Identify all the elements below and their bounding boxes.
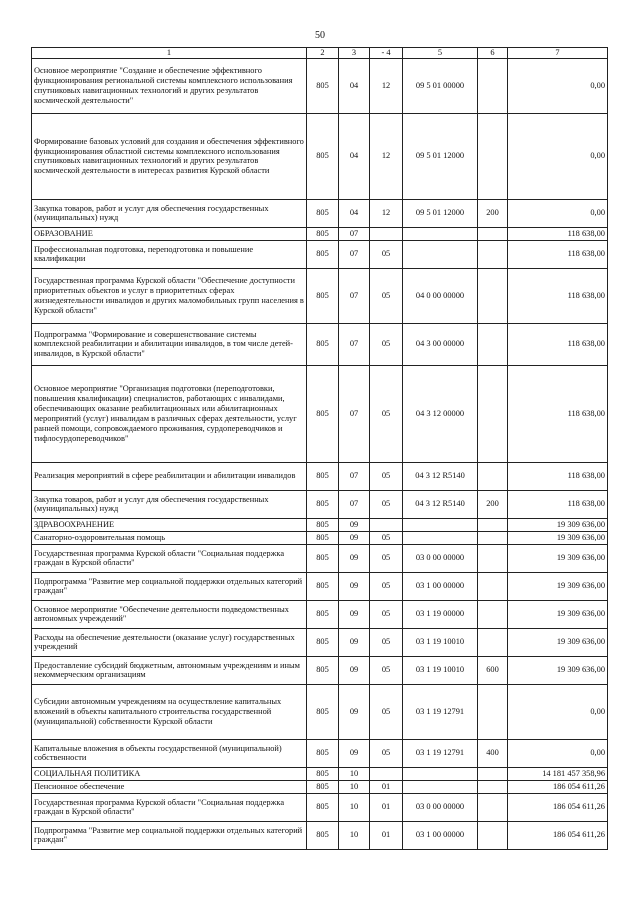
table-row xyxy=(32,462,608,490)
cell-name: Основное мероприятие "Обеспечение деятельности подведомственных автономных учреждений" xyxy=(32,600,307,628)
cell-name: Закупка товаров, работ и услуг для обеспечения государственных (муниципальных) нужд xyxy=(32,199,307,227)
cell-section: 09 xyxy=(339,600,370,628)
table-row xyxy=(32,544,608,572)
cell-subsection: 05 xyxy=(370,490,403,518)
cell-target-article: 09 5 01 12000 xyxy=(403,199,478,227)
cell-grbs: 805 xyxy=(307,490,339,518)
cell-subsection: 05 xyxy=(370,600,403,628)
cell-subsection xyxy=(370,227,403,240)
cell-expense-type xyxy=(478,323,508,365)
cell-name: Формирование базовых условий для создания и обеспечения эффективного функционирования областной системы комплексного использования спутниковых навигационных технологий и других результатов космической деятельности в интересах развития Курской области xyxy=(32,113,307,199)
cell-name: Субсидии автономным учреждениям на осуществление капитальных вложений в объекты капитального строительства государственной (муниципальной) собственности Курской области xyxy=(32,684,307,739)
budget-table xyxy=(31,47,608,850)
cell-subsection: 01 xyxy=(370,793,403,821)
cell-section: 07 xyxy=(339,240,370,268)
cell-name: Капитальные вложения в объекты государственной (муниципальной) собственности xyxy=(32,739,307,767)
cell-name: Реализация мероприятий в сфере реабилитации и абилитации инвалидов xyxy=(32,462,307,490)
cell-target-article: 03 0 00 00000 xyxy=(403,793,478,821)
cell-name: Закупка товаров, работ и услуг для обеспечения государственных (муниципальных) нужд xyxy=(32,490,307,518)
cell-target-article: 04 3 12 R5140 xyxy=(403,490,478,518)
cell-grbs: 805 xyxy=(307,227,339,240)
cell-grbs: 805 xyxy=(307,518,339,531)
cell-section: 09 xyxy=(339,628,370,656)
cell-section: 07 xyxy=(339,365,370,462)
cell-subsection: 05 xyxy=(370,628,403,656)
table-row xyxy=(32,58,608,113)
cell-target-article xyxy=(403,227,478,240)
cell-section: 07 xyxy=(339,323,370,365)
header-cell-target-article: 5 xyxy=(403,48,478,59)
cell-expense-type: 200 xyxy=(478,199,508,227)
cell-name: Подпрограмма "Формирование и совершенствование системы комплексной реабилитации и абилитации инвалидов, в том числе детей-инвалидов, в Курской области" xyxy=(32,323,307,365)
cell-expense-type xyxy=(478,684,508,739)
cell-grbs: 805 xyxy=(307,767,339,780)
table-row xyxy=(32,739,608,767)
cell-amount: 118 638,00 xyxy=(508,462,608,490)
cell-subsection: 05 xyxy=(370,544,403,572)
cell-subsection xyxy=(370,767,403,780)
table-row xyxy=(32,656,608,684)
cell-section: 07 xyxy=(339,227,370,240)
cell-target-article: 03 1 19 12791 xyxy=(403,739,478,767)
cell-amount: 118 638,00 xyxy=(508,240,608,268)
cell-expense-type xyxy=(478,268,508,323)
cell-grbs: 805 xyxy=(307,365,339,462)
cell-expense-type xyxy=(478,518,508,531)
cell-name: Санаторно-оздоровительная помощь xyxy=(32,531,307,544)
cell-subsection: 05 xyxy=(370,739,403,767)
cell-subsection: 01 xyxy=(370,821,403,849)
cell-subsection: 05 xyxy=(370,323,403,365)
cell-section: 09 xyxy=(339,518,370,531)
cell-amount: 118 638,00 xyxy=(508,227,608,240)
table-row xyxy=(32,628,608,656)
header-cell-grbs: 2 xyxy=(307,48,339,59)
cell-section: 10 xyxy=(339,821,370,849)
cell-subsection: 12 xyxy=(370,113,403,199)
cell-target-article: 04 3 00 00000 xyxy=(403,323,478,365)
cell-section: 04 xyxy=(339,199,370,227)
cell-expense-type xyxy=(478,600,508,628)
cell-target-article: 04 3 12 R5140 xyxy=(403,462,478,490)
cell-target-article xyxy=(403,767,478,780)
cell-target-article: 09 5 01 12000 xyxy=(403,113,478,199)
cell-amount: 19 309 636,00 xyxy=(508,572,608,600)
cell-amount: 0,00 xyxy=(508,58,608,113)
cell-name: ОБРАЗОВАНИЕ xyxy=(32,227,307,240)
cell-expense-type xyxy=(478,58,508,113)
cell-amount: 19 309 636,00 xyxy=(508,544,608,572)
table-row xyxy=(32,821,608,849)
cell-target-article: 03 1 19 10010 xyxy=(403,656,478,684)
cell-grbs: 805 xyxy=(307,531,339,544)
cell-grbs: 805 xyxy=(307,572,339,600)
cell-amount: 19 309 636,00 xyxy=(508,518,608,531)
cell-grbs: 805 xyxy=(307,544,339,572)
cell-grbs: 805 xyxy=(307,628,339,656)
cell-amount: 186 054 611,26 xyxy=(508,793,608,821)
cell-expense-type xyxy=(478,531,508,544)
table-row xyxy=(32,268,608,323)
table-row xyxy=(32,240,608,268)
cell-amount: 14 181 457 358,96 xyxy=(508,767,608,780)
header-cell-expense-type: 6 xyxy=(478,48,508,59)
cell-amount: 118 638,00 xyxy=(508,490,608,518)
cell-section: 09 xyxy=(339,544,370,572)
cell-expense-type xyxy=(478,544,508,572)
cell-amount: 19 309 636,00 xyxy=(508,600,608,628)
cell-name: Государственная программа Курской области "Социальная поддержка граждан в Курской области" xyxy=(32,544,307,572)
table-row xyxy=(32,793,608,821)
cell-subsection: 05 xyxy=(370,268,403,323)
cell-section: 10 xyxy=(339,767,370,780)
cell-amount: 0,00 xyxy=(508,113,608,199)
table-row xyxy=(32,113,608,199)
cell-section: 09 xyxy=(339,572,370,600)
cell-target-article xyxy=(403,780,478,793)
cell-subsection: 05 xyxy=(370,531,403,544)
cell-amount: 0,00 xyxy=(508,739,608,767)
table-row xyxy=(32,490,608,518)
cell-subsection: 12 xyxy=(370,58,403,113)
header-cell-subsection: - 4 xyxy=(370,48,403,59)
cell-amount: 19 309 636,00 xyxy=(508,531,608,544)
header-cell-name: 1 xyxy=(32,48,307,59)
cell-target-article: 03 1 19 12791 xyxy=(403,684,478,739)
table-row xyxy=(32,227,608,240)
cell-name: Подпрограмма "Развитие мер социальной поддержки отдельных категорий граждан" xyxy=(32,572,307,600)
cell-expense-type xyxy=(478,780,508,793)
cell-grbs: 805 xyxy=(307,268,339,323)
cell-amount: 186 054 611,26 xyxy=(508,821,608,849)
cell-name: Подпрограмма "Развитие мер социальной поддержки отдельных категорий граждан" xyxy=(32,821,307,849)
cell-section: 09 xyxy=(339,739,370,767)
cell-subsection: 05 xyxy=(370,656,403,684)
cell-expense-type xyxy=(478,113,508,199)
cell-target-article xyxy=(403,240,478,268)
cell-grbs: 805 xyxy=(307,199,339,227)
cell-subsection: 05 xyxy=(370,684,403,739)
cell-target-article: 09 5 01 00000 xyxy=(403,58,478,113)
cell-subsection: 05 xyxy=(370,572,403,600)
cell-section: 04 xyxy=(339,58,370,113)
cell-name: Государственная программа Курской области "Социальная поддержка граждан в Курской области" xyxy=(32,793,307,821)
cell-grbs: 805 xyxy=(307,780,339,793)
cell-name: Основное мероприятие "Создание и обеспечение эффективного функционирования региональной системы комплексного использования спутниковых навигационных технологий и других результатов космической деятельности" xyxy=(32,58,307,113)
table-row xyxy=(32,365,608,462)
cell-name: Профессиональная подготовка, переподготовка и повышение квалификации xyxy=(32,240,307,268)
table-row xyxy=(32,199,608,227)
cell-expense-type xyxy=(478,365,508,462)
cell-grbs: 805 xyxy=(307,58,339,113)
cell-grbs: 805 xyxy=(307,323,339,365)
cell-expense-type: 200 xyxy=(478,490,508,518)
cell-name: ЗДРАВООХРАНЕНИЕ xyxy=(32,518,307,531)
cell-section: 07 xyxy=(339,268,370,323)
table-row xyxy=(32,600,608,628)
cell-amount: 118 638,00 xyxy=(508,268,608,323)
cell-expense-type xyxy=(478,628,508,656)
cell-amount: 19 309 636,00 xyxy=(508,628,608,656)
cell-target-article: 03 1 19 10010 xyxy=(403,628,478,656)
cell-expense-type xyxy=(478,572,508,600)
cell-subsection: 01 xyxy=(370,780,403,793)
cell-name: Государственная программа Курской области "Обеспечение доступности приоритетных объектов и услуг в приоритетных сферах жизнедеятельности инвалидов и других маломобильных групп населения в Курской области" xyxy=(32,268,307,323)
cell-name: Предоставление субсидий бюджетным, автономным учреждениям и иным некоммерческим организациям xyxy=(32,656,307,684)
cell-section: 09 xyxy=(339,684,370,739)
page-number: 50 xyxy=(315,30,325,41)
cell-section: 10 xyxy=(339,793,370,821)
table-row xyxy=(32,780,608,793)
cell-subsection: 05 xyxy=(370,365,403,462)
header-cell-amount: 7 xyxy=(508,48,608,59)
cell-grbs: 805 xyxy=(307,684,339,739)
cell-name: СОЦИАЛЬНАЯ ПОЛИТИКА xyxy=(32,767,307,780)
cell-name: Пенсионное обеспечение xyxy=(32,780,307,793)
table-row xyxy=(32,531,608,544)
cell-amount: 0,00 xyxy=(508,684,608,739)
cell-target-article: 04 0 00 00000 xyxy=(403,268,478,323)
cell-amount: 118 638,00 xyxy=(508,323,608,365)
cell-expense-type xyxy=(478,821,508,849)
cell-section: 07 xyxy=(339,490,370,518)
cell-grbs: 805 xyxy=(307,600,339,628)
cell-amount: 186 054 611,26 xyxy=(508,780,608,793)
cell-target-article: 03 1 19 00000 xyxy=(403,600,478,628)
cell-amount: 0,00 xyxy=(508,199,608,227)
table-row xyxy=(32,572,608,600)
table-row xyxy=(32,767,608,780)
cell-expense-type xyxy=(478,462,508,490)
cell-expense-type xyxy=(478,240,508,268)
cell-section: 09 xyxy=(339,531,370,544)
cell-grbs: 805 xyxy=(307,821,339,849)
table-row xyxy=(32,518,608,531)
cell-expense-type: 400 xyxy=(478,739,508,767)
cell-expense-type: 600 xyxy=(478,656,508,684)
cell-expense-type xyxy=(478,227,508,240)
cell-expense-type xyxy=(478,793,508,821)
cell-target-article: 03 1 00 00000 xyxy=(403,821,478,849)
cell-section: 09 xyxy=(339,656,370,684)
cell-target-article: 03 0 00 00000 xyxy=(403,544,478,572)
cell-grbs: 805 xyxy=(307,793,339,821)
cell-subsection: 05 xyxy=(370,462,403,490)
cell-expense-type xyxy=(478,767,508,780)
cell-amount: 19 309 636,00 xyxy=(508,656,608,684)
cell-target-article xyxy=(403,518,478,531)
cell-name: Расходы на обеспечение деятельности (оказание услуг) государственных учреждений xyxy=(32,628,307,656)
cell-subsection xyxy=(370,518,403,531)
cell-target-article: 04 3 12 00000 xyxy=(403,365,478,462)
cell-target-article xyxy=(403,531,478,544)
header-cell-section: 3 xyxy=(339,48,370,59)
cell-grbs: 805 xyxy=(307,656,339,684)
cell-subsection: 12 xyxy=(370,199,403,227)
cell-grbs: 805 xyxy=(307,739,339,767)
cell-section: 10 xyxy=(339,780,370,793)
cell-target-article: 03 1 00 00000 xyxy=(403,572,478,600)
cell-subsection: 05 xyxy=(370,240,403,268)
table-row xyxy=(32,684,608,739)
cell-grbs: 805 xyxy=(307,240,339,268)
cell-amount: 118 638,00 xyxy=(508,365,608,462)
cell-section: 07 xyxy=(339,462,370,490)
header-row xyxy=(32,48,608,59)
cell-section: 04 xyxy=(339,113,370,199)
cell-grbs: 805 xyxy=(307,113,339,199)
cell-name: Основное мероприятие "Организация подготовки (переподготовки, повышения квалификации) специалистов, работающих с инвалидами, обеспечивающих оказание реабилитационных или абилитационных мероприятий (услуг) инвалидам в различных сферах деятельности, услуг ранней помощи, сопровождаемого проживания, сурдопереводчиков и тифлосурдопереводчиков" xyxy=(32,365,307,462)
table-row xyxy=(32,323,608,365)
cell-grbs: 805 xyxy=(307,462,339,490)
